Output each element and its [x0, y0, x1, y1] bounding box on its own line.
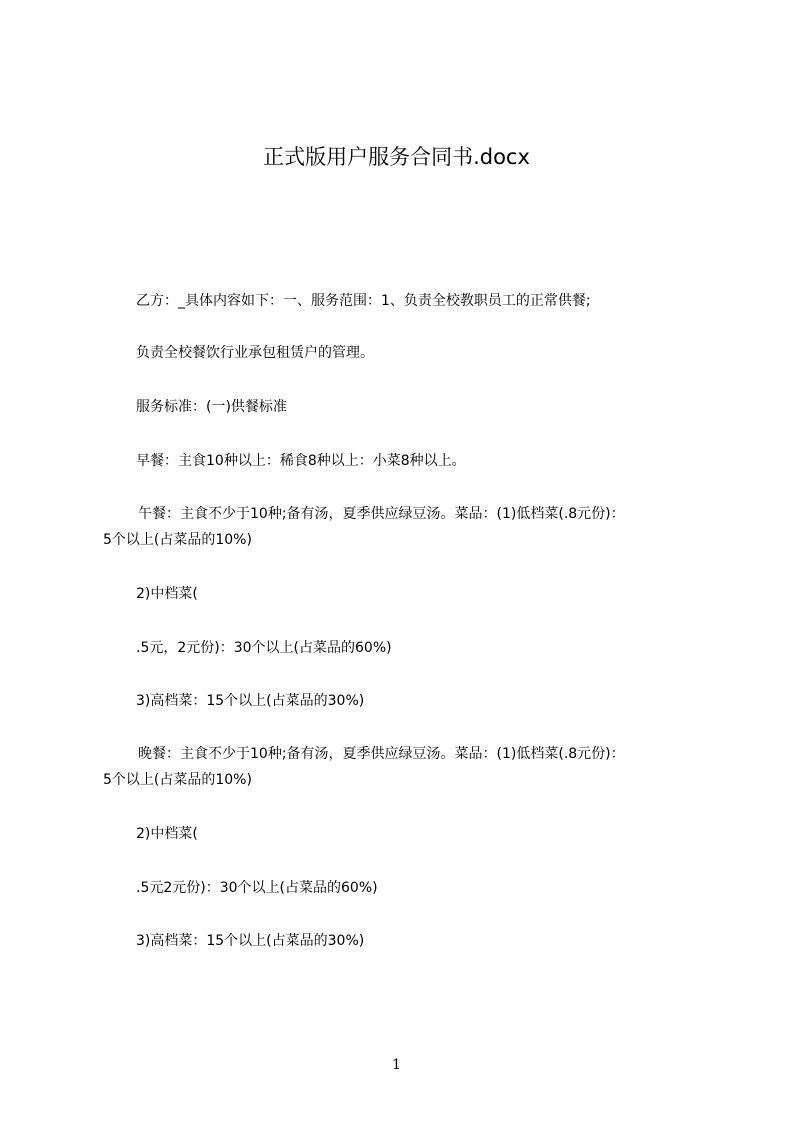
document-title: 正式版用户服务合同书.docx [263, 145, 530, 169]
paragraph-text: 3)高档菜：15个以上(占菜品的30%) [136, 933, 365, 949]
paragraph-dinner-mid-price [136, 875, 378, 901]
paragraph-service-standard [136, 394, 287, 420]
paragraph-lunch [103, 501, 625, 553]
paragraph-dinner-high [136, 928, 364, 954]
paragraph-lunch-mid-price [136, 635, 392, 661]
paragraph-text: .5元，2元份)：30个以上(占菜品的60%) [136, 640, 392, 656]
paragraph-lunch-high [136, 688, 364, 714]
paragraph-text: 2)中档菜( [136, 826, 198, 842]
paragraph-breakfast [136, 448, 466, 474]
paragraph-dinner-mid [136, 821, 198, 847]
paragraph-text: 早餐：主食10种以上：稀食8种以上：小菜8种以上。 [136, 453, 466, 469]
page-number: 1 [392, 1057, 401, 1073]
paragraph-text: 晚餐：主食不少于10种;备有汤，夏季供应绿豆汤。菜品：(1)低档菜(.8元份)： [138, 746, 625, 762]
paragraph-text: 午餐：主食不少于10种;备有汤，夏季供应绿豆汤。菜品：(1)低档菜(.8元份)： [138, 506, 625, 522]
paragraph-text: 2)中档菜( [136, 586, 198, 602]
paragraph-management [136, 340, 374, 366]
paragraph-text: 乙方：_具体内容如下：一、服务范围：1、负责全校教职员工的正常供餐; [136, 293, 591, 309]
paragraph-lunch-mid [136, 581, 198, 607]
paragraph-text: 负责全校餐饮行业承包租赁户的管理。 [136, 345, 374, 361]
paragraph-continuation: 5个以上(占菜品的10%) [103, 532, 252, 548]
paragraph-text: 服务标准：(一)供餐标准 [136, 399, 287, 415]
paragraph-text: 3)高档菜：15个以上(占菜品的30%) [136, 693, 365, 709]
paragraph-text: .5元2元份)：30个以上(占菜品的60%) [136, 880, 378, 896]
paragraph-continuation: 5个以上(占菜品的10%) [103, 772, 252, 788]
paragraph-party-b [136, 288, 591, 314]
paragraph-dinner [103, 741, 625, 793]
